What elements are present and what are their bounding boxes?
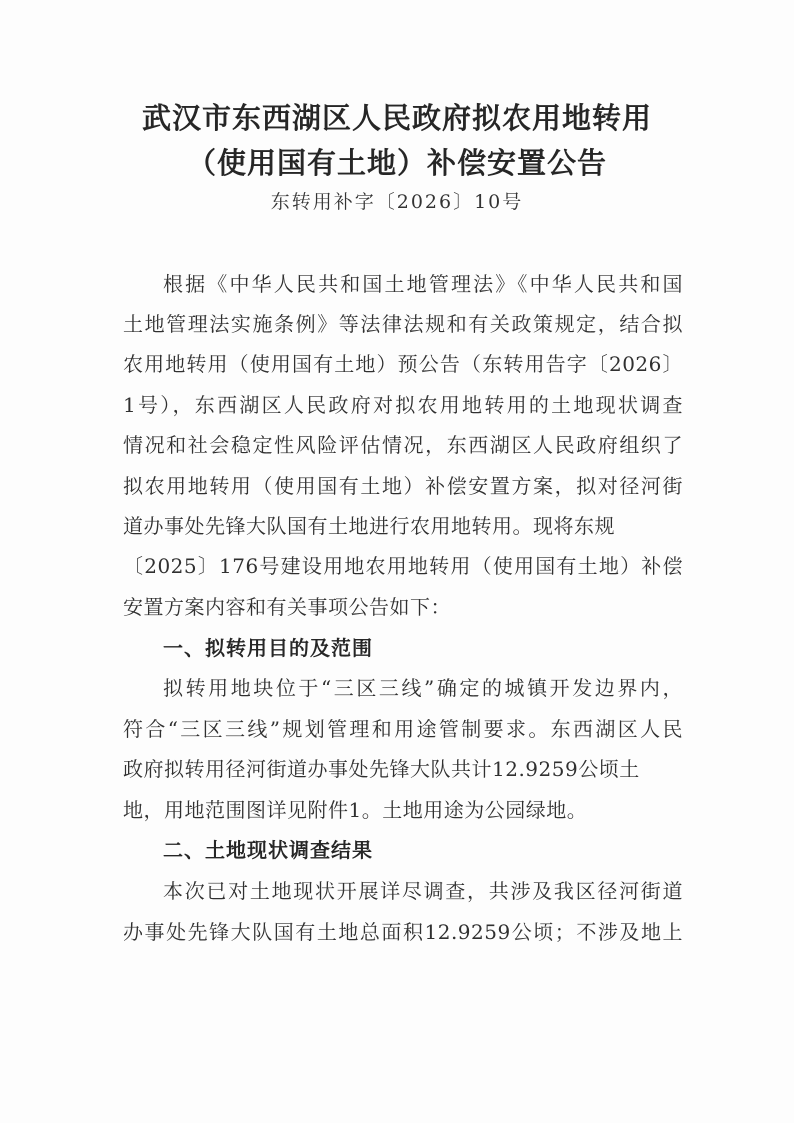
section-line: 地，用地范围图详见附件1。土地用途为公园绿地。 — [123, 798, 588, 822]
intro-line: 农用地转用（使用国有土地）预公告（东转用告字〔2026〕 — [123, 352, 683, 376]
document-title-line-1: 武汉市东西湖区人民政府拟农用地转用 — [141, 101, 652, 135]
section-line: 政府拟转用径河街道办事处先锋大队共计12.9259公顷土 — [123, 757, 640, 781]
section-line: 本次已对土地现状开展详尽调查，共涉及我区径河街道 — [163, 879, 683, 903]
document-number: 东转用补字〔2026〕10号 — [270, 191, 524, 213]
intro-line: 道办事处先锋大队国有土地进行农用地转用。现将东规 — [123, 514, 615, 538]
intro-line: 安置方案内容和有关事项公告如下： — [123, 595, 451, 619]
section-line: 拟转用地块位于“三区三线”确定的城镇开发边界内， — [163, 676, 683, 700]
document-title-line-2: （使用国有土地）补偿安置公告 — [186, 146, 607, 180]
intro-line: 1号），东西湖区人民政府对拟农用地转用的土地现状调查 — [123, 393, 683, 417]
section-line: 符合“三区三线”规划管理和用途管制要求。东西湖区人民 — [123, 717, 683, 741]
intro-line: 根据《中华人民共和国土地管理法》《中华人民共和国 — [163, 272, 683, 296]
section-line: 办事处先锋大队国有土地总面积12.9259公顷；不涉及地上 — [123, 920, 683, 944]
intro-line: 〔2025〕176号建设用地农用地转用（使用国有土地）补偿 — [123, 554, 683, 578]
intro-line: 土地管理法实施条例》等法律法规和有关政策规定，结合拟 — [123, 312, 683, 336]
intro-line: 情况和社会稳定性风险评估情况，东西湖区人民政府组织了 — [123, 433, 683, 457]
section-heading: 二、土地现状调查结果 — [163, 838, 373, 862]
section-heading: 一、拟转用目的及范围 — [163, 636, 373, 660]
intro-line: 拟农用地转用（使用国有土地）补偿安置方案，拟对径河街 — [123, 474, 683, 498]
